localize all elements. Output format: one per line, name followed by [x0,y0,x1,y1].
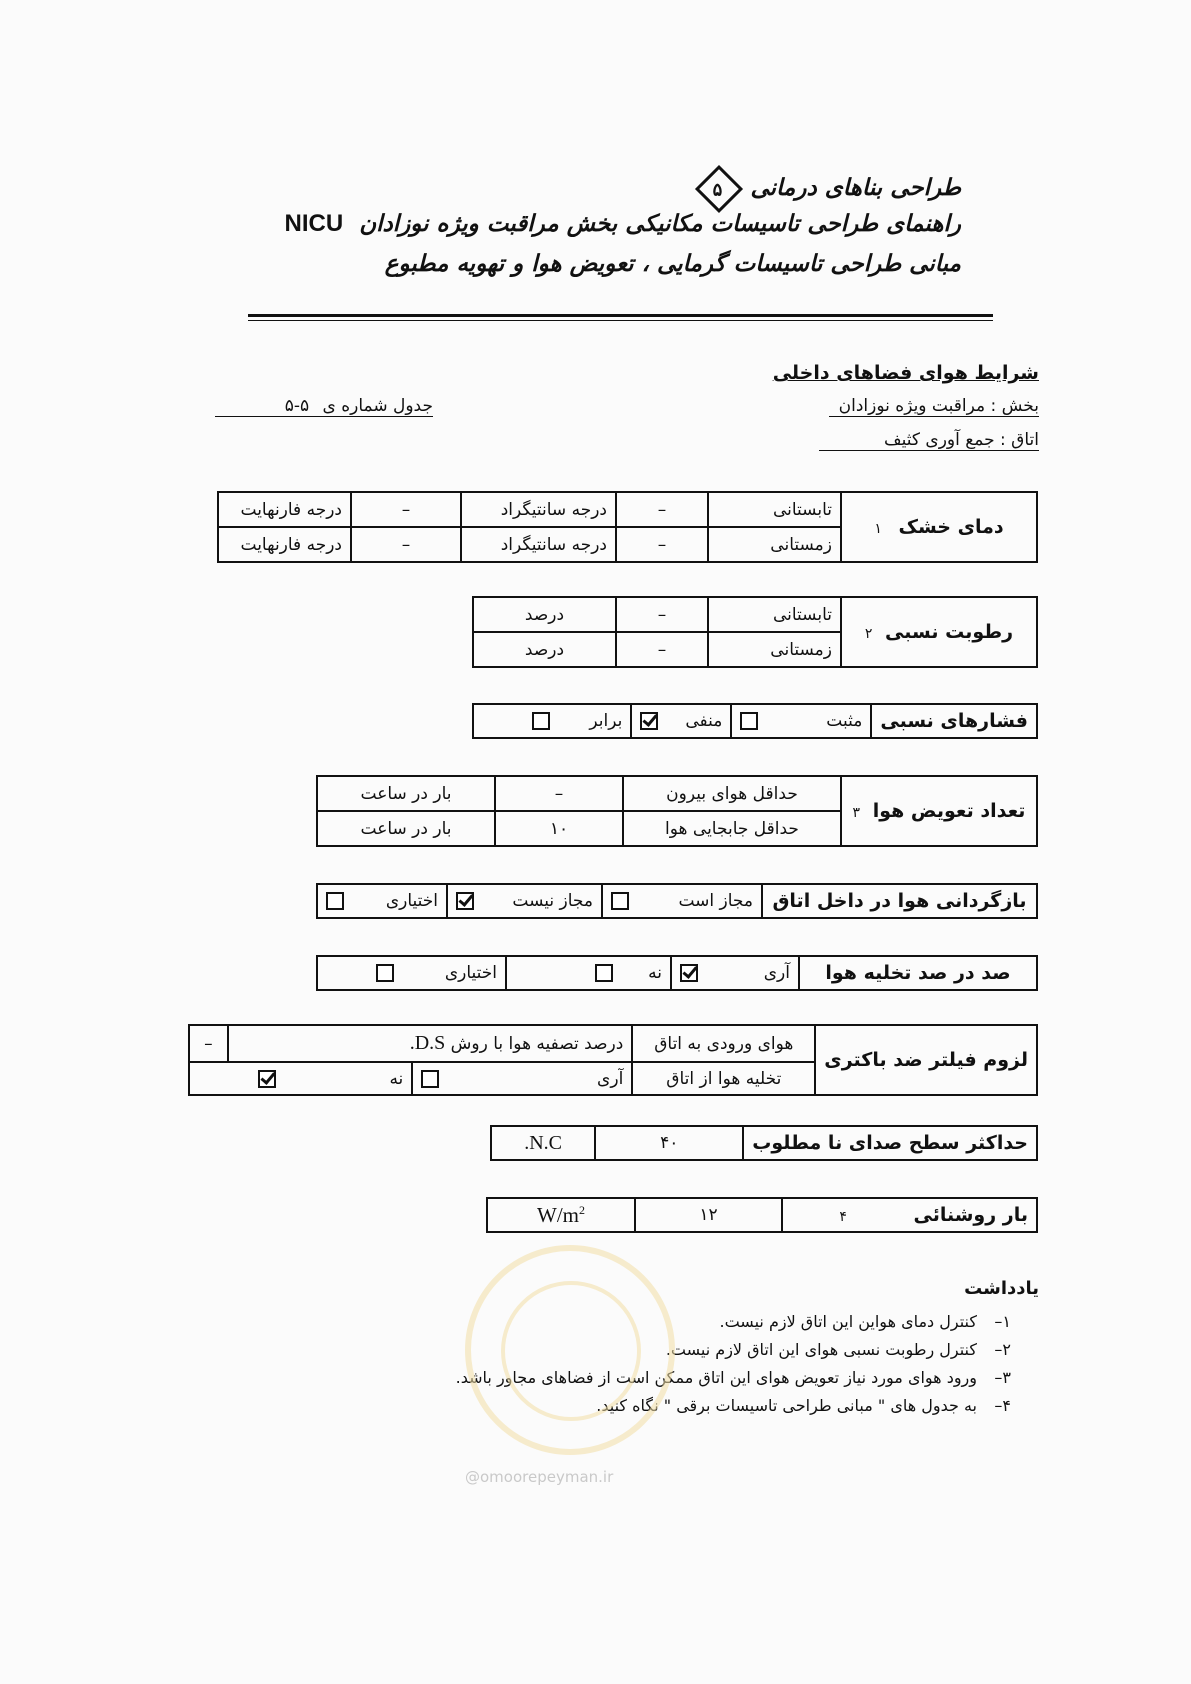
humidity-season: زمستانی [708,632,841,667]
recirculation-not-allowed-checkbox[interactable] [456,892,474,910]
air-changes-value: – [495,776,623,811]
recirculation-optional-checkbox[interactable] [326,892,344,910]
lighting-unit: $W/m^2$ [487,1198,635,1232]
pressure-option-positive: مثبت [731,704,871,738]
header-badge: ۵ [695,165,743,213]
humidity-table [472,596,1038,668]
dry-temp-season: زمستانی [708,527,841,562]
department-line: بخش : مراقبت ویژه نوزادان [829,396,1039,417]
pressure-table [472,703,1038,739]
header-rule-top [248,314,993,317]
recirculation-option-not-allowed: مجاز نیست [447,884,602,918]
dry-temp-f-value: – [351,527,461,562]
filter-supply-label: هوای ورودی به اتاق [632,1025,815,1062]
note-item: ۱– کنترل دمای هواین این اتاق لازم نیست. [719,1312,1011,1331]
humidity-value: – [616,597,708,632]
table-number: جدول شماره ی ۵-۵ [215,396,433,417]
dry-temp-f-unit: درجه فارنهایت [218,527,351,562]
noise-unit: N.C. [491,1126,595,1160]
section-title: شرایط هوای فضاهای داخلی [772,362,1039,384]
note-item: ۳– ورود هوای مورد نیاز تعویض هوای این اتاق ممکن است از فضاهای مجاور باشد. [455,1368,1011,1387]
exhaust-yes-checkbox[interactable] [680,964,698,982]
lighting-value: ۱۲ [635,1198,782,1232]
exhaust-option-no: نه [506,956,671,990]
room-line: اتاق : جمع آوری کثیف [819,430,1039,451]
recirculation-option-allowed: مجاز است [602,884,762,918]
pressure-negative-checkbox[interactable] [640,712,658,730]
filter-title: لزوم فیلتر ضد باکتری [815,1025,1037,1095]
header-line-1 [702,172,961,206]
humidity-title: رطوبت نسبی ۲ [841,597,1037,667]
noise-title: حداکثر سطح صدای نا مطلوب [743,1126,1037,1160]
filter-option-no: نه [189,1062,412,1095]
air-changes-title: تعداد تعویض هوا ۳ [841,776,1037,846]
exhaust-optional-checkbox[interactable] [376,964,394,982]
dry-temp-c-value: – [616,492,708,527]
filter-no-checkbox[interactable] [258,1070,276,1088]
dry-temp-c-unit: درجه سانتیگراد [461,527,616,562]
humidity-value: – [616,632,708,667]
air-changes-label: حداقل هوای بیرون [623,776,841,811]
header-line-2: راهنمای طراحی تاسیسات مکانیکی بخش مراقبت ویژه نوزادان NICU [284,210,961,237]
pressure-option-negative: منفی [631,704,731,738]
filter-supply-method: D.S. [409,1032,446,1055]
exhaust-no-checkbox[interactable] [595,964,613,982]
dry-temp-f-value: – [351,492,461,527]
pressure-equal-checkbox[interactable] [532,712,550,730]
header-title: طراحی بناهای درمانی [750,174,961,201]
note-item: ۴– به جدول های " مبانی طراحی تاسیسات برقی " نگاه کنید. [596,1396,1011,1415]
pressure-positive-checkbox[interactable] [740,712,758,730]
exhaust-option-yes: آری [671,956,799,990]
note-item: ۲– کنترل رطوبت نسبی هوای این اتاق لازم نیست. [665,1340,1011,1359]
air-changes-label: حداقل جابجایی هوا [623,811,841,846]
air-changes-table [316,775,1038,847]
dry-temp-c-unit: درجه سانتیگراد [461,492,616,527]
filter-supply-value: – [189,1025,228,1062]
filter-option-yes: آری [412,1062,632,1095]
dry-temp-table [217,491,1038,563]
header-line-3: مبانی طراحی تاسیسات گرمایی ، تعویض هوا و تهویه مطبوع [384,250,961,277]
exhaust-option-optional: اختیاری [317,956,506,990]
humidity-unit: درصد [473,597,616,632]
air-changes-value: ۱۰ [495,811,623,846]
filter-table [188,1024,1038,1096]
pressure-title: فشارهای نسبی [871,704,1037,738]
humidity-season: تابستانی [708,597,841,632]
notes-title: يادداشت [964,1278,1039,1299]
recirculation-option-optional: اختیاری [317,884,447,918]
lighting-title: بار روشنائی ۴ [782,1198,1037,1232]
header-code: NICU [284,210,344,237]
recirculation-table [316,883,1038,919]
pressure-option-equal: برابر [473,704,631,738]
air-changes-unit: بار در ساعت [317,811,495,846]
recirculation-title: بازگردانی هوا در داخل اتاق [762,884,1037,918]
filter-yes-checkbox[interactable] [421,1070,439,1088]
dry-temp-season: تابستانی [708,492,841,527]
filter-supply-desc: درصد تصفیه هوا با روش D.S. [228,1025,632,1062]
noise-value: ۴۰ [595,1126,743,1160]
watermark-seal [465,1245,675,1455]
watermark-text: @omoorepeyman.ir [465,1468,614,1486]
header-rule-bottom [248,320,993,321]
dry-temp-title: دمای خشک ۱ [841,492,1037,562]
lighting-table [486,1197,1038,1233]
recirculation-allowed-checkbox[interactable] [611,892,629,910]
dry-temp-c-value: – [616,527,708,562]
noise-table [490,1125,1038,1161]
air-changes-unit: بار در ساعت [317,776,495,811]
dry-temp-f-unit: درجه فارنهایت [218,492,351,527]
exhaust-table [316,955,1038,991]
humidity-unit: درصد [473,632,616,667]
exhaust-title: صد در صد تخلیه هوا [799,956,1037,990]
filter-exhaust-label: تخلیه هوا از اتاق [632,1062,815,1095]
